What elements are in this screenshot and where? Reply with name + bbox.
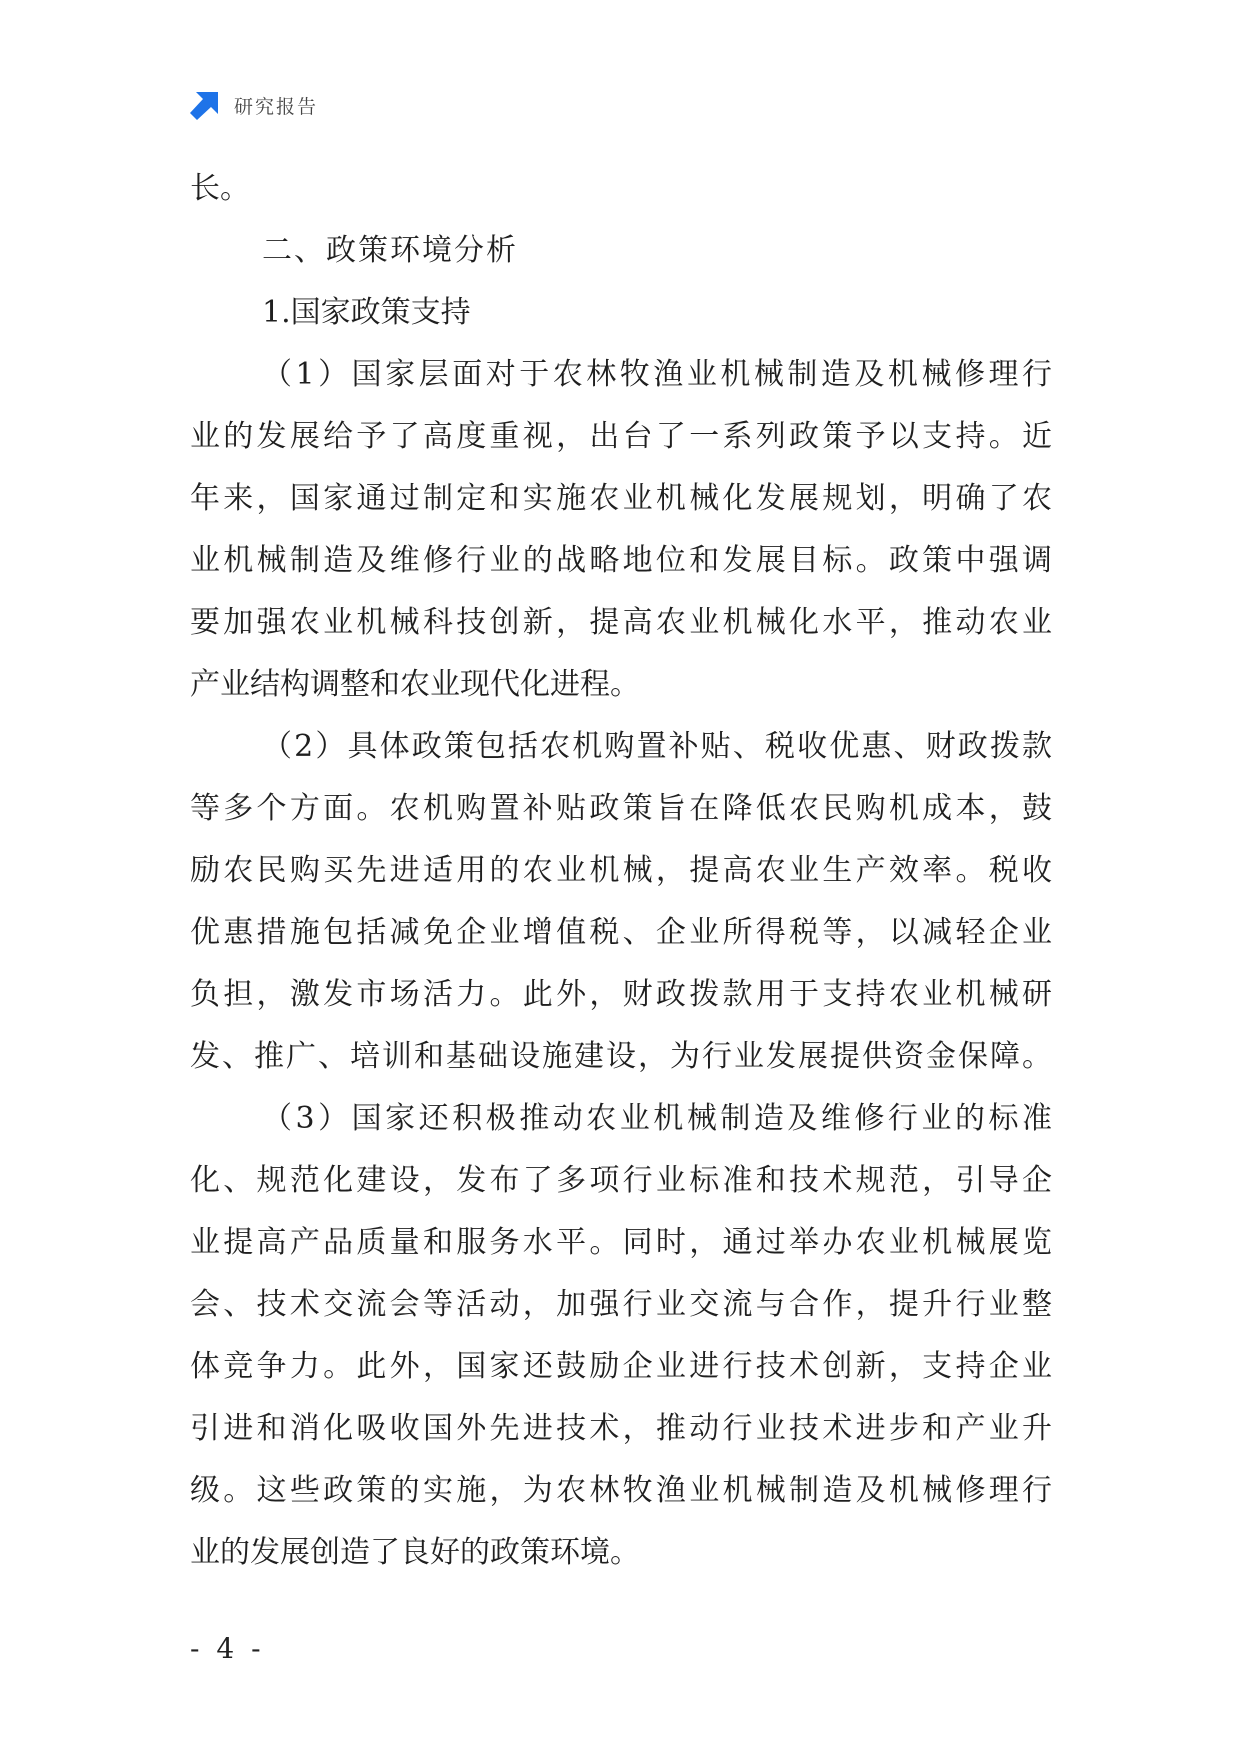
page-number: - 4 - xyxy=(190,1632,265,1665)
arrow-up-right-icon xyxy=(190,90,220,120)
section-heading: 二、政策环境分析 xyxy=(262,233,518,268)
paragraph-3-line: 引进和消化吸收国外先进技术，推动行业技术进步和产业升 xyxy=(190,1411,1052,1446)
paragraph-1-line: （1）国家层面对于农林牧渔业机械制造及机械修理行 xyxy=(262,357,1052,392)
paragraph-2-line: 负担，激发市场活力。此外，财政拨款用于支持农业机械研 xyxy=(190,977,1052,1012)
paragraph-3-line: 体竞争力。此外，国家还鼓励企业进行技术创新，支持企业 xyxy=(190,1349,1052,1384)
paragraph-2-line: 发、推广、培训和基础设施建设，为行业发展提供资金保障。 xyxy=(190,1039,1052,1074)
paragraph-1-line: 要加强农业机械科技创新，提高农业机械化水平，推动农业 xyxy=(190,605,1052,640)
paragraph-3-line: 级。这些政策的实施，为农林牧渔业机械制造及机械修理行 xyxy=(190,1473,1052,1508)
document-body xyxy=(190,158,1052,1584)
paragraph-3-line: （3）国家还积极推动农业机械制造及维修行业的标准 xyxy=(262,1101,1052,1136)
paragraph-3-line: 会、技术交流会等活动，加强行业交流与合作，提升行业整 xyxy=(190,1287,1052,1322)
paragraph-1-line: 业的发展给予了高度重视，出台了一系列政策予以支持。近 xyxy=(190,419,1052,454)
paragraph-3-line: 业提高产品质量和服务水平。同时，通过举办农业机械展览 xyxy=(190,1225,1052,1260)
paragraph-1-line: 年来，国家通过制定和实施农业机械化发展规划，明确了农 xyxy=(190,481,1052,516)
paragraph-2-line: 等多个方面。农机购置补贴政策旨在降低农民购机成本，鼓 xyxy=(190,791,1052,826)
paragraph-1-line: 产业结构调整和农业现代化进程。 xyxy=(190,667,640,702)
paragraph-line-continuation: 长。 xyxy=(190,171,250,206)
header-title: 研究报告 xyxy=(234,95,319,118)
paragraph-2-line: （2）具体政策包括农机购置补贴、税收优惠、财政拨款 xyxy=(262,729,1052,764)
paragraph-2-line: 励农民购买先进适用的农业机械，提高农业生产效率。税收 xyxy=(190,853,1052,888)
subsection-heading: 1.国家政策支持 xyxy=(262,295,471,330)
report-header xyxy=(190,88,318,122)
paragraph-1-line: 业机械制造及维修行业的战略地位和发展目标。政策中强调 xyxy=(190,543,1052,578)
paragraph-3-line: 化、规范化建设，发布了多项行业标准和技术规范，引导企 xyxy=(190,1163,1052,1198)
paragraph-3-line: 业的发展创造了良好的政策环境。 xyxy=(190,1535,640,1570)
paragraph-2-line: 优惠措施包括减免企业增值税、企业所得税等，以减轻企业 xyxy=(190,915,1052,950)
